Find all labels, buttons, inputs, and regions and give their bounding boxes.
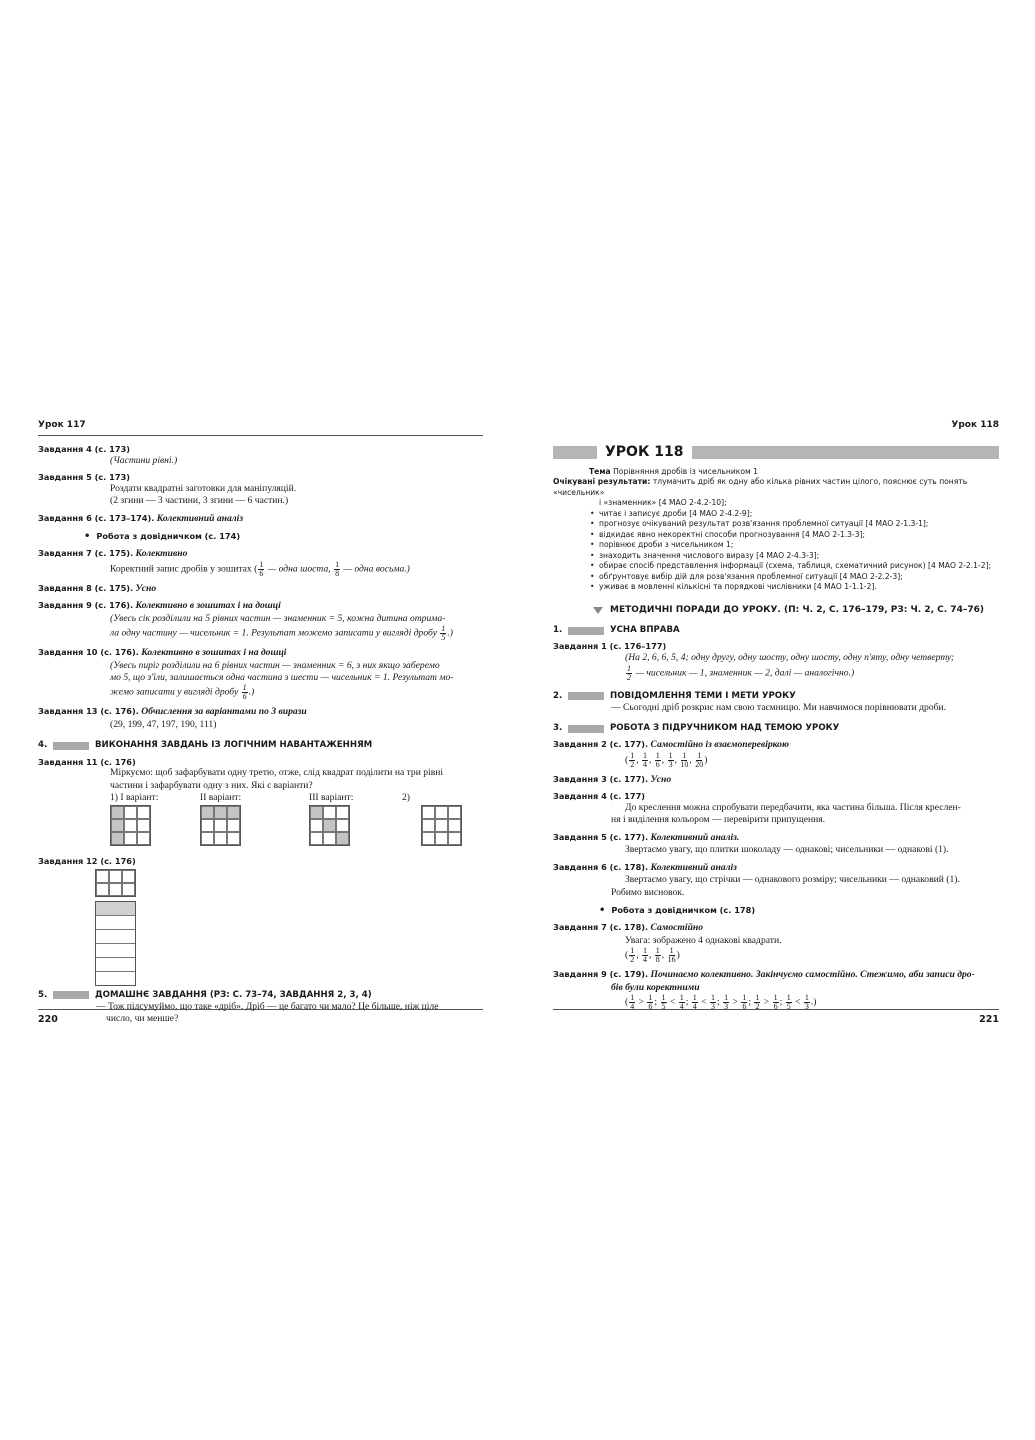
method-heading: МЕТОДИЧНІ ПОРАДИ ДО УРОКУ. (П: Ч. 2, С. 176–179, РЗ: Ч. 2, С. 74–76): [553, 605, 999, 617]
section-bar: [568, 692, 604, 700]
fraction: $\frac{1}{8}$: [335, 559, 340, 578]
section-text: — Сьогодні дріб розкриє нам свою таємницю. Ми навчимося порівнювати дроби.: [611, 701, 947, 713]
strip-column: [95, 901, 136, 986]
fraction: $\frac{1}{6}$: [773, 993, 778, 1012]
topic: Порівняння дробів із чисельником 1: [613, 467, 758, 476]
grid-variant-empty: [421, 805, 462, 846]
fraction: $\frac{1}{3}$: [724, 993, 729, 1012]
task-text: До креслення можна спробувати передбачити, яка частина більша. Після креслен-: [625, 802, 961, 814]
task-text: (Увесь сік розділили на 5 рівних частин — знаменник = 5, кожна дитина отрима-: [110, 612, 446, 624]
task-label: Завдання 11 (с. 176): [38, 756, 136, 767]
section-bar: [568, 627, 604, 635]
variant-label: ІІІ варіант:: [309, 792, 354, 804]
task-label: Завдання 7 (с. 178).: [553, 922, 649, 933]
task-4: [38, 444, 483, 467]
section-1-heading: 1. УСНА ВПРАВА: [553, 625, 680, 636]
task-9: [553, 969, 999, 1011]
variant-grids: [110, 792, 483, 850]
task-12-drawings: [95, 869, 483, 986]
task-text: Звертаємо увагу, що плитки шоколаду — однакові; чисельники — однакові (1).: [625, 844, 949, 856]
fraction: $\frac{1}{4}$: [643, 750, 647, 769]
reference-bullet: • Робота з довідничком (с. 174): [38, 530, 483, 543]
task-9: [38, 600, 483, 642]
task-text: $\frac{1}{2}$ — чисельник — 1, знаменник — 2, далі — аналогічно.): [627, 663, 855, 682]
section-bar: [53, 991, 89, 999]
task-text: Робимо висновок.: [611, 886, 685, 898]
fraction: $\frac{1}{5}$: [661, 993, 666, 1012]
fraction: $\frac{1}{4}$: [692, 993, 697, 1012]
task-10: [38, 647, 483, 701]
task-label: Завдання 1 (с. 176–177): [553, 641, 667, 652]
outcomes-list: [553, 509, 999, 593]
task-5: [553, 832, 999, 857]
fraction-list: ( $\frac{1}{2}$ , $\frac{1}{4}$ , $\frac{1}{8}$ , $\frac{1}{16}$ ): [625, 946, 680, 965]
task-text: Увага: зображено 4 однакові квадрати.: [625, 934, 782, 946]
fraction: $\frac{1}{6}$: [242, 683, 247, 702]
running-head-right: [553, 418, 999, 435]
task-label: Завдання 13 (с. 176).: [38, 706, 139, 717]
task-11: [38, 757, 483, 851]
footer-left: [38, 1009, 483, 1025]
lesson-title: УРОК 118: [605, 444, 684, 461]
task-text: Коректний запис дробів у зошитах ( $\frac{1}{6}$ — одна шоста, $\frac{1}{8}$ — одна восьма.): [110, 559, 410, 578]
outcome-item: • читає і записує дроби [4 МАО 2-4.2-9];: [599, 509, 999, 519]
variant-label: ІІ варіант:: [200, 792, 242, 804]
task-label: Завдання 8 (с. 175).: [38, 582, 134, 593]
task-label: Завдання 5 (с. 177).: [553, 831, 649, 842]
footer-right: [553, 1009, 999, 1025]
comparison-list: ( $\frac{1}{4}$ > $\frac{1}{6}$ ; $\frac{1}{5}$ < $\frac{1}{4}$ ; $\frac{1}{4}$ < $\frac{1}{3}$ ; $\frac{1}{3}$ > $\frac{1}{6}$ ; $\frac{1}{2}$ > $\frac{1}{6}$ ; $\frac{1}{5}$ < $\frac{1}{3}$ .): [625, 993, 817, 1012]
task-label: Завдання 5 (с. 173): [38, 472, 131, 483]
fraction-list: ( $\frac{1}{2}$ , $\frac{1}{4}$ , $\frac{1}{6}$ , $\frac{1}{3}$ , $\frac{1}{10}$ , $\frac{1}{20}$ ): [625, 750, 708, 769]
fraction: $\frac{1}{2}$: [630, 750, 635, 769]
task-mode: Починаємо колективно. Закінчуємо самостійно. Стежимо, аби записи дро-: [650, 969, 975, 981]
fraction: $\frac{1}{10}$: [680, 750, 689, 769]
task-mode: бів були коректними: [611, 981, 700, 993]
task-text: (29, 199, 47, 197, 190, 111): [110, 718, 217, 730]
triangle-icon: [593, 607, 603, 614]
task-label: Завдання 9 (с. 176).: [38, 600, 134, 611]
lesson-outcomes: Тема Порівняння дробів із чисельником 1 Очікувані результати: тлумачить дріб як одну або кілька рівних частин цілого, пояснює суть понять «чисельник» і «знаменник» [4 МАО 2-4.2-10]; • читає і записує дроби [4 МАО 2-4.2-9]; • прогнозує очікуваний результат розв'язання проблемної ситуації [4 МАО 2-1.3-1]; • відкидає явно некоректні способи прогнозування [4 МАО 2-1.3-3]; • порівнює дроби з чисельником 1; • знаходить значення числового виразу [4 МАО 2-4.3-3]; • обирає спосіб представлення інформації (схема, таблиця, схематичний рисунок) [4 МАО 2-2.1-2]; • обґрунтовує вибір дій для розв'язання проблемної ситуації [4 МАО 2-2.2-3]; • уживає в мовленні кількісні та порядкові числівники [4 МАО 1-1.1-2].: [553, 467, 999, 593]
task-label: Завдання 6 (с. 173–174).: [38, 512, 155, 523]
fraction: $\frac{1}{4}$: [630, 993, 635, 1012]
section-4-heading: 4. ВИКОНАННЯ ЗАВДАНЬ ІЗ ЛОГІЧНИМ НАВАНТАЖЕННЯМ: [38, 740, 373, 751]
task-mode: Обчислення за варіантами по 3 вирази: [141, 706, 307, 718]
outcome-item: • прогнозує очікуваний результат розв'язання проблемної ситуації [4 МАО 2-1.3-1];: [599, 519, 999, 529]
task-5: [38, 472, 483, 508]
task-mode: Самостійно: [650, 922, 704, 934]
fraction: $\frac{1}{4}$: [643, 946, 647, 965]
lesson-title-bar: [553, 443, 999, 462]
task-text: жемо записати у вигляді дробу $\frac{1}{6}$ .): [110, 683, 255, 702]
fraction: $\frac{1}{5}$: [786, 993, 791, 1012]
task-7: [38, 548, 483, 577]
task-mode: Колективний аналіз.: [650, 831, 740, 843]
task-label: Завдання 3 (с. 177).: [553, 773, 649, 784]
task-mode: Самостійно із взаємоперевіркою: [650, 739, 789, 751]
variant-label: 1) І варіант:: [110, 792, 159, 804]
task-13: [38, 706, 483, 731]
task-text: (Частини рівні.): [110, 454, 178, 466]
reference-bullet: • Робота з довідничком (с. 178): [553, 904, 999, 917]
task-label: Завдання 7 (с. 175).: [38, 548, 134, 559]
outcome-item: • обирає спосіб представлення інформації (схема, таблиця, схематичний рисунок) [4 МАО 2-2.1-2];: [599, 561, 999, 571]
task-12: [38, 856, 483, 986]
outcome-item: • знаходить значення числового виразу [4 МАО 2-4.3-3];: [599, 551, 999, 561]
outcome-item: • відкидає явно некоректні способи прогнозування [4 МАО 2-1.3-3];: [599, 530, 999, 540]
task-1: [553, 641, 999, 681]
outcome-item: • обґрунтовує вибір дій для розв'язання проблемної ситуації [4 МАО 2-2.2-3];: [599, 572, 999, 582]
task-label: Завдання 12 (с. 176): [38, 856, 136, 867]
task-text: Міркуємо: щоб зафарбувати одну третю, отже, слід квадрат поділити на три рівні: [110, 767, 444, 779]
fraction: $\frac{1}{3}$: [711, 993, 716, 1012]
fraction: $\frac{1}{2}$: [755, 993, 760, 1012]
fraction: $\frac{1}{4}$: [679, 993, 684, 1012]
task-text: частини і зафарбувати одну з них. Які є варіанти?: [110, 779, 313, 791]
task-text: мо 5, що з'їли, залишається одна частина з шести — чисельник = 1. Результат мо-: [110, 672, 454, 683]
fraction: $\frac{1}{2}$: [627, 663, 631, 682]
fraction: $\frac{1}{2}$: [630, 946, 635, 965]
topic-label: Тема: [589, 467, 611, 476]
task-mode: Колективний аналіз: [650, 861, 737, 873]
fraction: $\frac{1}{3}$: [668, 750, 673, 769]
page-number: 220: [38, 1014, 58, 1025]
task-6: [553, 862, 999, 899]
task-text: Звертаємо увагу, що стрічки — однакового розміру; чисельники — однаковий (1).: [625, 874, 960, 886]
task-label: Завдання 4 (с. 173): [38, 444, 131, 454]
fraction: $\frac{1}{5}$: [441, 624, 446, 643]
fraction: $\frac{1}{6}$: [259, 559, 264, 578]
task-text: (Увесь пиріг розділили на 6 рівних частин — знаменник = 6, з них якщо заберемо: [110, 659, 440, 671]
homework-text: число, чи менше?: [106, 1013, 179, 1025]
homework-text: — Тож підсумуймо, що таке «дріб». Дріб — це багато чи мало? Це більше, ніж ціле: [96, 1001, 439, 1012]
lesson-label: Урок 117: [38, 420, 86, 431]
section-2-heading: 2. ПОВІДОМЛЕННЯ ТЕМИ І МЕТИ УРОКУ: [553, 690, 796, 701]
task-mode: Колективно: [135, 548, 188, 560]
task-mode: Колективний аналіз: [156, 512, 244, 524]
task-mode: Колективно в зошитах і на дошці: [141, 647, 287, 659]
task-label: Завдання 10 (с. 176).: [38, 647, 139, 658]
task-text: ня і виділення кольором — перевірити припущення.: [611, 814, 826, 826]
task-text: ла одну частину — чисельник = 1. Результат можемо записати у вигляді дробу $\frac{1}{5}$ .): [110, 624, 453, 643]
section-bar: [53, 742, 89, 750]
lesson-label: Урок 118: [951, 420, 999, 431]
right-page: [553, 418, 999, 1011]
task-label: Завдання 2 (с. 177).: [553, 739, 649, 750]
task-text: (2 згини — 3 частини, 3 згини — 6 частин.): [110, 495, 289, 507]
fraction: $\frac{1}{6}$: [742, 993, 747, 1012]
page-number: 221: [979, 1014, 999, 1025]
section-bar: [568, 725, 604, 733]
task-3: [553, 774, 999, 786]
variant-label: 2): [402, 792, 410, 804]
task-6: [38, 513, 483, 525]
task-mode: Колективно в зошитах і на дошці: [135, 600, 281, 612]
fraction: $\frac{1}{20}$: [695, 750, 704, 769]
section-3-heading: 3. РОБОТА З ПІДРУЧНИКОМ НАД ТЕМОЮ УРОКУ: [553, 723, 840, 734]
grid-variant-1: [110, 805, 151, 846]
task-text: Роздати квадратні заготовки для маніпуляцій.: [110, 482, 297, 494]
task-text: (На 2, 6, 6, 5, 4; одну другу, одну шосту, одну шосту, одну п'яту, одну четверту;: [625, 652, 955, 664]
grid-variant-2: [200, 805, 241, 846]
task-label: Завдання 9 (с. 179).: [553, 969, 649, 980]
fraction: $\frac{1}{16}$: [667, 946, 676, 965]
fraction: $\frac{1}{3}$: [804, 993, 809, 1012]
outcomes-label: Очікувані результати:: [553, 477, 651, 487]
outcome-item: • порівнює дроби з чисельником 1;: [599, 540, 999, 550]
section-5-heading: 5. ДОМАШНЄ ЗАВДАННЯ (РЗ: С. 73–74, ЗАВДАННЯ 2, 3, 4): [38, 989, 372, 1000]
grid-variant-3: [309, 805, 350, 846]
outcome-item: • уживає в мовленні кількісні та порядкові числівники [4 МАО 1-1.1-2].: [599, 582, 999, 592]
fraction: $\frac{1}{6}$: [655, 750, 660, 769]
running-head-left: [38, 418, 483, 436]
fraction: $\frac{1}{6}$: [648, 993, 653, 1012]
task-8: [38, 583, 483, 595]
task-7: [553, 922, 999, 964]
left-page: [38, 418, 483, 1026]
task-label: Завдання 4 (с. 177): [553, 791, 646, 802]
task-2: [553, 739, 999, 768]
task-mode: Усно: [135, 582, 157, 594]
task-4: [553, 791, 999, 827]
rectangle-grid: [95, 869, 136, 897]
task-mode: Усно: [650, 773, 672, 785]
fraction: $\frac{1}{8}$: [655, 946, 660, 965]
task-label: Завдання 6 (с. 178).: [553, 861, 649, 872]
